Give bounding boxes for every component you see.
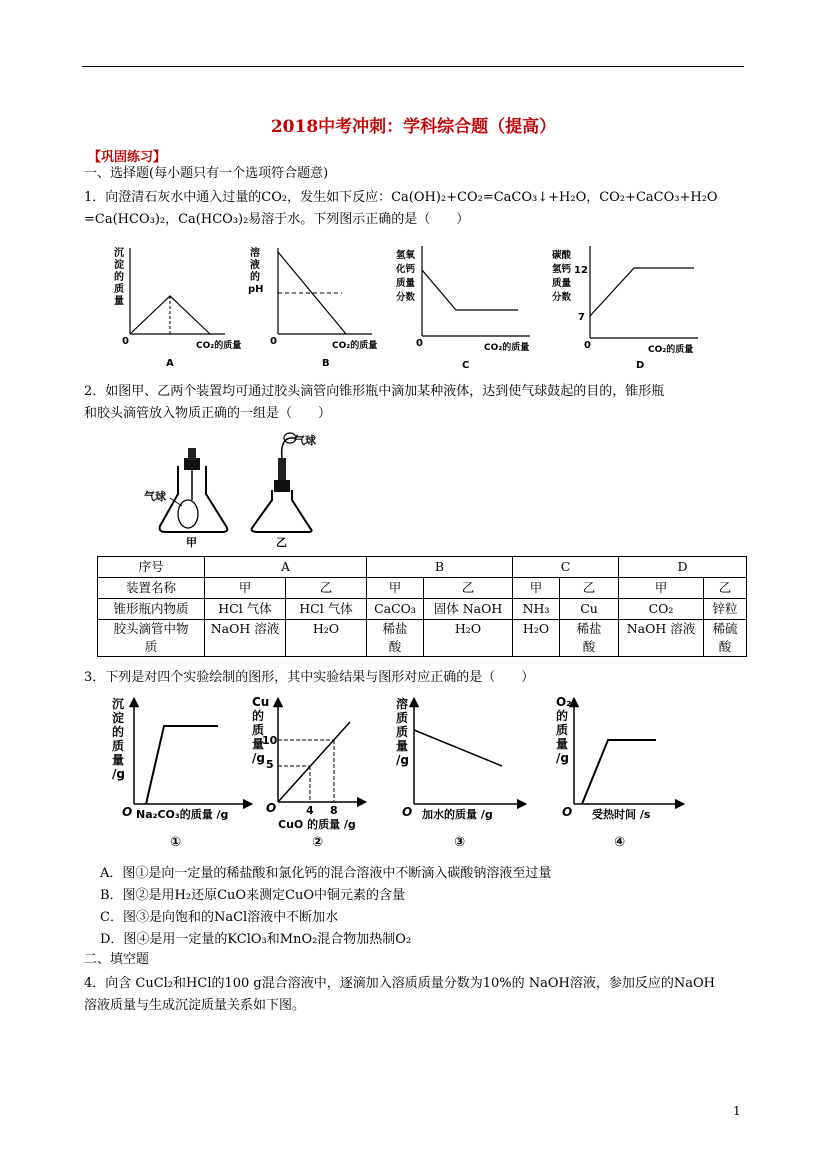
table-cell: 乙: [704, 578, 747, 599]
table-cell: 锌粒: [704, 599, 747, 620]
q3-graphs: [100, 694, 740, 854]
q3-3-ylabel: 溶质质量/g: [396, 697, 409, 767]
table-cell: 锥形瓶内物质: [98, 599, 205, 620]
q3-graph-1: [112, 696, 248, 850]
table-row-header: [98, 557, 747, 578]
q1-b-origin: 0: [270, 336, 277, 347]
table-cell: C: [513, 557, 619, 578]
q1-b-letter: B: [322, 358, 330, 369]
cell-line: 稀盐: [382, 621, 408, 636]
q1-d-tick-high: 12: [574, 265, 588, 276]
q3-graph-2: [252, 695, 362, 850]
q1-d-origin: 0: [584, 340, 591, 351]
q3-option-b: B．图②是用H₂还原CuO来测定CuO中铜元素的含量: [100, 888, 406, 903]
section-label: 【巩固练习】: [88, 150, 167, 165]
cell-line: 酸: [718, 639, 732, 654]
table-cell: 甲: [205, 578, 286, 599]
table-cell: H₂O: [513, 620, 560, 657]
q3-graph-3: [396, 696, 522, 850]
q1-graph-d: [551, 246, 698, 371]
table-cell: D: [619, 557, 747, 578]
q1-c-xlabel: CO₂的质量: [484, 343, 530, 353]
q1-c-origin: 0: [416, 338, 423, 349]
cell-line: 稀硫: [712, 621, 738, 636]
q3-2-xtick-4: 4: [306, 804, 314, 817]
q1-a-letter: A: [166, 358, 174, 369]
q1-a-origin: 0: [122, 336, 129, 347]
cell-line: 酸: [582, 639, 596, 654]
q1-d-letter: D: [636, 360, 645, 371]
q4-text-line2: 溶液质量与生成沉淀质量关系如下图。: [84, 998, 306, 1013]
table-cell: NaOH 溶液: [619, 620, 704, 657]
cell-line: 胶头滴管中物: [113, 621, 189, 636]
balloon-label-right: 气球: [294, 434, 316, 447]
table-row-dropper: [98, 620, 747, 657]
table-cell: 甲: [367, 578, 424, 599]
q1-text-line2: =Ca(HCO₃)₂，Ca(HCO₃)₂易溶于水。下列图示正确的是（ ）: [84, 212, 470, 227]
table-cell: [560, 620, 619, 657]
q1-a-xlabel: CO₂的质量: [196, 341, 242, 351]
table-cell: 序号: [98, 557, 205, 578]
q3-2-xlabel: CuO 的质量 /g: [278, 818, 356, 831]
table-cell: 甲: [513, 578, 560, 599]
q1-a-ylabel: 沉淀的质量: [114, 248, 124, 307]
table-cell: Cu: [560, 599, 619, 620]
q3-2-num: ②: [312, 835, 324, 850]
q1-d-xlabel: CO₂的质量: [648, 345, 694, 355]
table-cell: HCl 气体: [205, 599, 286, 620]
q3-text-line1: 3．下列是对四个实验绘制的图形，其中实验结果与图形对应正确的是（ ）: [84, 670, 535, 685]
q3-2-ylabel: Cu 的质量/g: [252, 695, 270, 765]
q3-3-xlabel: 加水的质量 /g: [422, 808, 493, 821]
table-cell: 乙: [286, 578, 367, 599]
cell-line: 酸: [388, 639, 402, 654]
q3-1-xlabel: Na₂CO₃的质量 /g: [136, 808, 229, 821]
table-cell: 固体 NaOH: [424, 599, 513, 620]
q3-2-ytick-10: 10: [262, 734, 278, 747]
q3-2-xtick-8: 8: [330, 804, 338, 817]
cell-line: 稀盐: [576, 621, 602, 636]
q3-1-num: ①: [170, 835, 182, 850]
table-cell: NH₃: [513, 599, 560, 620]
table-cell-dropper-label: [98, 620, 205, 657]
q1-graph-c: [395, 246, 530, 371]
table-row-name: [98, 578, 747, 599]
q4-text-line1: 4．向含 CuCl₂和HCl的100 g混合溶液中，逐滴加入溶质质量分数为10%的 NaOH溶液，参加反应的NaOH: [84, 976, 716, 991]
q1-c-letter: C: [462, 360, 470, 371]
table-cell: A: [205, 557, 367, 578]
label-yi: 乙: [276, 536, 287, 549]
q3-2-ytick-5: 5: [266, 758, 274, 771]
q3-2-origin: O: [266, 801, 277, 815]
table-cell: B: [367, 557, 513, 578]
balloon-label-left: 气球: [144, 490, 166, 503]
table-cell: NaOH 溶液: [205, 620, 286, 657]
q1-graph-b: [248, 246, 377, 369]
table-cell: 装置名称: [98, 578, 205, 599]
table-cell: 甲: [619, 578, 704, 599]
q1-b-xlabel: CO₂的质量: [332, 341, 378, 351]
q3-3-origin: O: [402, 805, 413, 819]
q1-graphs: [100, 238, 740, 373]
table-cell: [704, 620, 747, 657]
q1-text-line1: 1．向澄清石灰水中通入过量的CO₂，发生如下反应：Ca(OH)₂+CO₂=CaCO₃↓+H₂O，CO₂+CaCO₃+H₂O: [84, 190, 718, 205]
apparatus-jia: [144, 448, 227, 549]
table-row-flask: [98, 599, 747, 620]
table-cell: HCl 气体: [286, 599, 367, 620]
table-cell: H₂O: [424, 620, 513, 657]
q1-graph-a: [113, 246, 241, 369]
q3-4-origin: O: [562, 805, 573, 819]
q3-3-num: ③: [454, 835, 466, 850]
q3-option-d: D．图④是用一定量的KClO₃和MnO₂混合物加热制O₂: [100, 932, 412, 947]
q1-b-ylabel: 溶液的 pH: [248, 248, 264, 295]
q3-option-a: A．图①是向一定量的稀盐酸和氯化钙的混合溶液中不断滴入碳酸钠溶液至过量: [100, 866, 552, 881]
part2-heading: 二、填空题: [84, 952, 150, 967]
table-cell: 乙: [424, 578, 513, 599]
table-cell: 乙: [560, 578, 619, 599]
q3-4-ylabel: O₂ 的质量/g: [556, 695, 572, 765]
q2-text-line1: 2．如图甲、乙两个装置均可通过胶头滴管向锥形瓶中滴加某种液体，达到使气球鼓起的目的，锥形瓶: [84, 384, 665, 399]
table-cell: CaCO₃: [367, 599, 424, 620]
q3-option-c: C．图③是向饱和的NaCl溶液中不断加水: [100, 910, 339, 925]
q3-4-xlabel: 受热时间 /s: [592, 808, 651, 821]
q3-graph-4: [556, 695, 680, 850]
header-rule: [82, 66, 744, 67]
apparatus-yi: [252, 433, 316, 549]
part1-heading: 一、选择题(每小题只有一个选项符合题意): [84, 166, 329, 181]
q1-d-ylabel: 碳酸氢钙质量分数: [552, 250, 572, 303]
table-cell: H₂O: [286, 620, 367, 657]
q1-c-ylabel: 氢氧化钙质量分数: [396, 250, 416, 303]
cell-line: 质: [144, 639, 158, 654]
label-jia: 甲: [186, 536, 197, 549]
q3-1-ylabel: 沉淀的质量/g: [112, 697, 125, 781]
q2-options-table: [97, 556, 747, 657]
q2-apparatus: [130, 428, 360, 552]
q3-1-origin: O: [122, 805, 133, 819]
q3-4-num: ④: [614, 835, 626, 850]
page-number: 1: [733, 1104, 741, 1118]
q1-d-tick-low: 7: [578, 312, 585, 323]
table-cell: CO₂: [619, 599, 704, 620]
q2-text-line2: 和胶头滴管放入物质正确的一组是（ ）: [84, 406, 332, 421]
page-title: 2018中考冲刺：学科综合题（提高）: [270, 117, 557, 137]
table-cell: [367, 620, 424, 657]
